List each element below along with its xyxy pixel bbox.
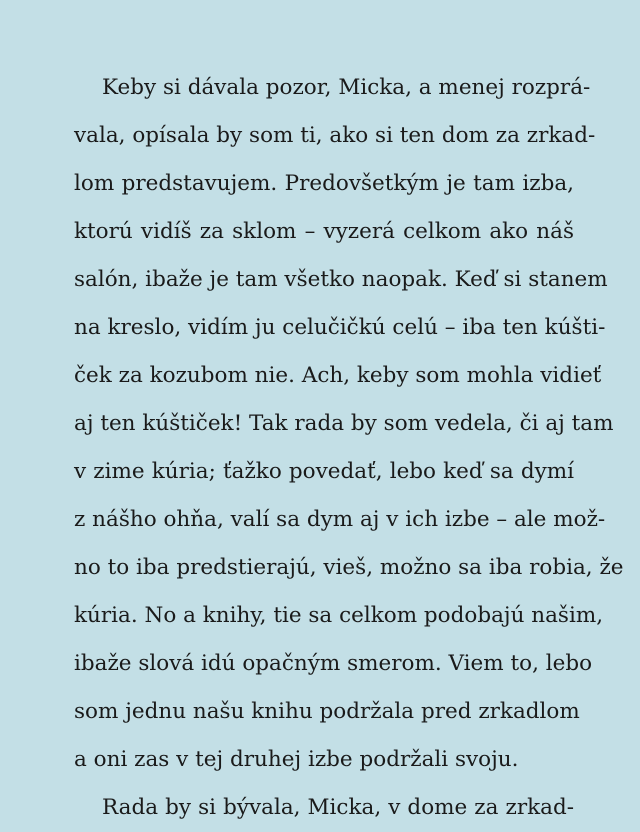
- text-line: Keby si dávala pozor, Micka, a menej rozprá-: [102, 75, 591, 100]
- text-line: ček za kozubom nie. Ach, keby som mohla vidieť: [74, 363, 602, 388]
- text-line: som jednu našu knihu podržala pred zrkadlom: [74, 699, 580, 724]
- text-line: z nášho ohňa, valí sa dym aj v ich izbe – ale mož-: [74, 507, 606, 532]
- text-line: lom predstavujem. Predovšetkým je tam izba,: [74, 171, 574, 196]
- body-text: [74, 64, 624, 832]
- text-line: a oni zas v tej druhej izbe podržali svoju.: [74, 747, 519, 772]
- text-line: no to iba predstierajú, vieš, možno sa iba robia, že: [74, 555, 624, 580]
- text-line: aj ten kúštiček! Tak rada by som vedela, či aj tam: [74, 411, 614, 436]
- text-line: salón, ibaže je tam všetko naopak. Keď si stanem: [74, 267, 608, 292]
- text-line: ibaže slová idú opačným smerom. Viem to, lebo: [74, 651, 593, 676]
- text-line: vala, opísala by som ti, ako si ten dom za zrkad-: [74, 123, 596, 148]
- text-line: v zime kúria; ťažko povedať, lebo keď sa dymí: [74, 459, 574, 484]
- text-line: ktorú vidíš za sklom – vyzerá celkom ako náš: [74, 219, 574, 244]
- text-line: Rada by si bývala, Micka, v dome za zrkad-: [102, 795, 574, 820]
- text-line: kúria. No a knihy, tie sa celkom podobajú našim,: [74, 603, 604, 628]
- text-line: na kreslo, vidím ju celučičkú celú – iba ten kúšti-: [74, 315, 606, 340]
